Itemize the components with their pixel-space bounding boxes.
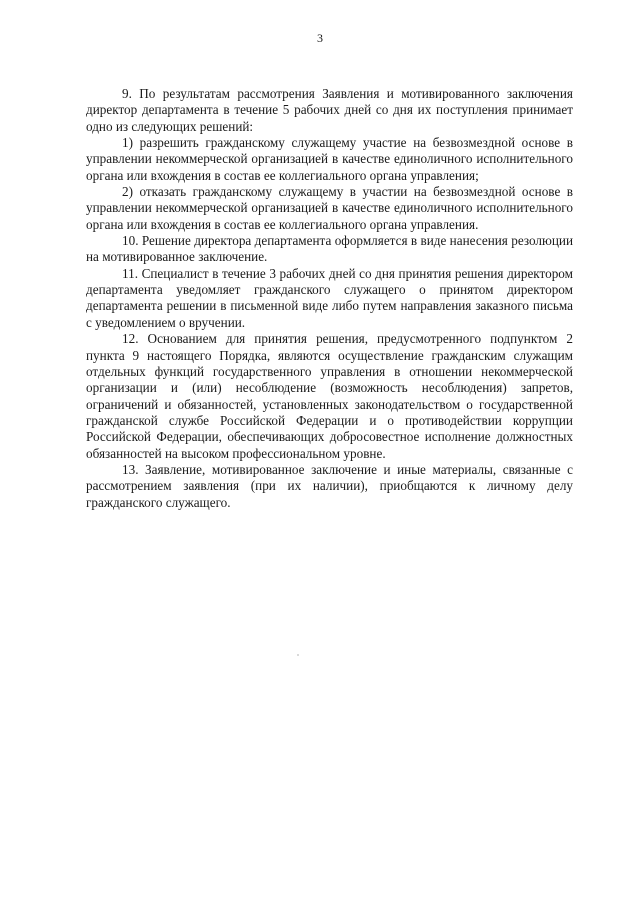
paragraph-subitem-1: 1) разрешить гражданскому служащему участие на безвозмездной основе в управлении некоммерческой организацией в качестве единоличного исполнительного органа или вхождения в состав ее коллегиального органа управления; [86, 135, 573, 183]
paragraph-subitem-2: 2) отказать гражданскому служащему в участии на безвозмездной основе в управлении некоммерческой организацией в качестве единоличного исполнительного органа или вхождения в состав ее коллегиального органа управления. [86, 184, 573, 232]
document-body [86, 86, 573, 511]
paragraph-item-10: 10. Решение директора департамента оформляется в виде нанесения резолюции на мотивированное заключение. [86, 233, 573, 265]
paragraph-item-9: 9. По результатам рассмотрения Заявления и мотивированного заключения директор департамента в течение 5 рабочих дней со дня их поступления принимает одно из следующих решений: [86, 86, 573, 134]
paragraph-item-13: 13. Заявление, мотивированное заключение и иные материалы, связанные с рассмотрением заявления (при их наличии), приобщаются к личному делу гражданского служащего. [86, 461, 573, 510]
paragraph-item-11: 11. Специалист в течение 3 рабочих дней со дня принятия решения директором департамента уведомляет гражданского служащего о принятом директором департамента решении в письменной виде либо путем направления заказного письма с уведомлением о вручении. [86, 265, 573, 330]
paragraph-item-12: 12. Основанием для принятия решения, предусмотренного подпунктом 2 пункта 9 настоящего Порядка, являются осуществление гражданским служащим отдельных функций государственного управления в отношении некоммерческой организации и (или) несоблюдение (возможность несоблюдения) запретов, ограничений и обязанностей, установленных законодательством о государственной гражданской службе Российской Федерации и о противодействии коррупции Российской Федерации, обеспечивающих добросовестное исполнение должностных обязанностей на высоком профессиональном уровне. [86, 331, 573, 461]
scan-speck [297, 654, 299, 656]
page-number: 3 [317, 31, 323, 45]
